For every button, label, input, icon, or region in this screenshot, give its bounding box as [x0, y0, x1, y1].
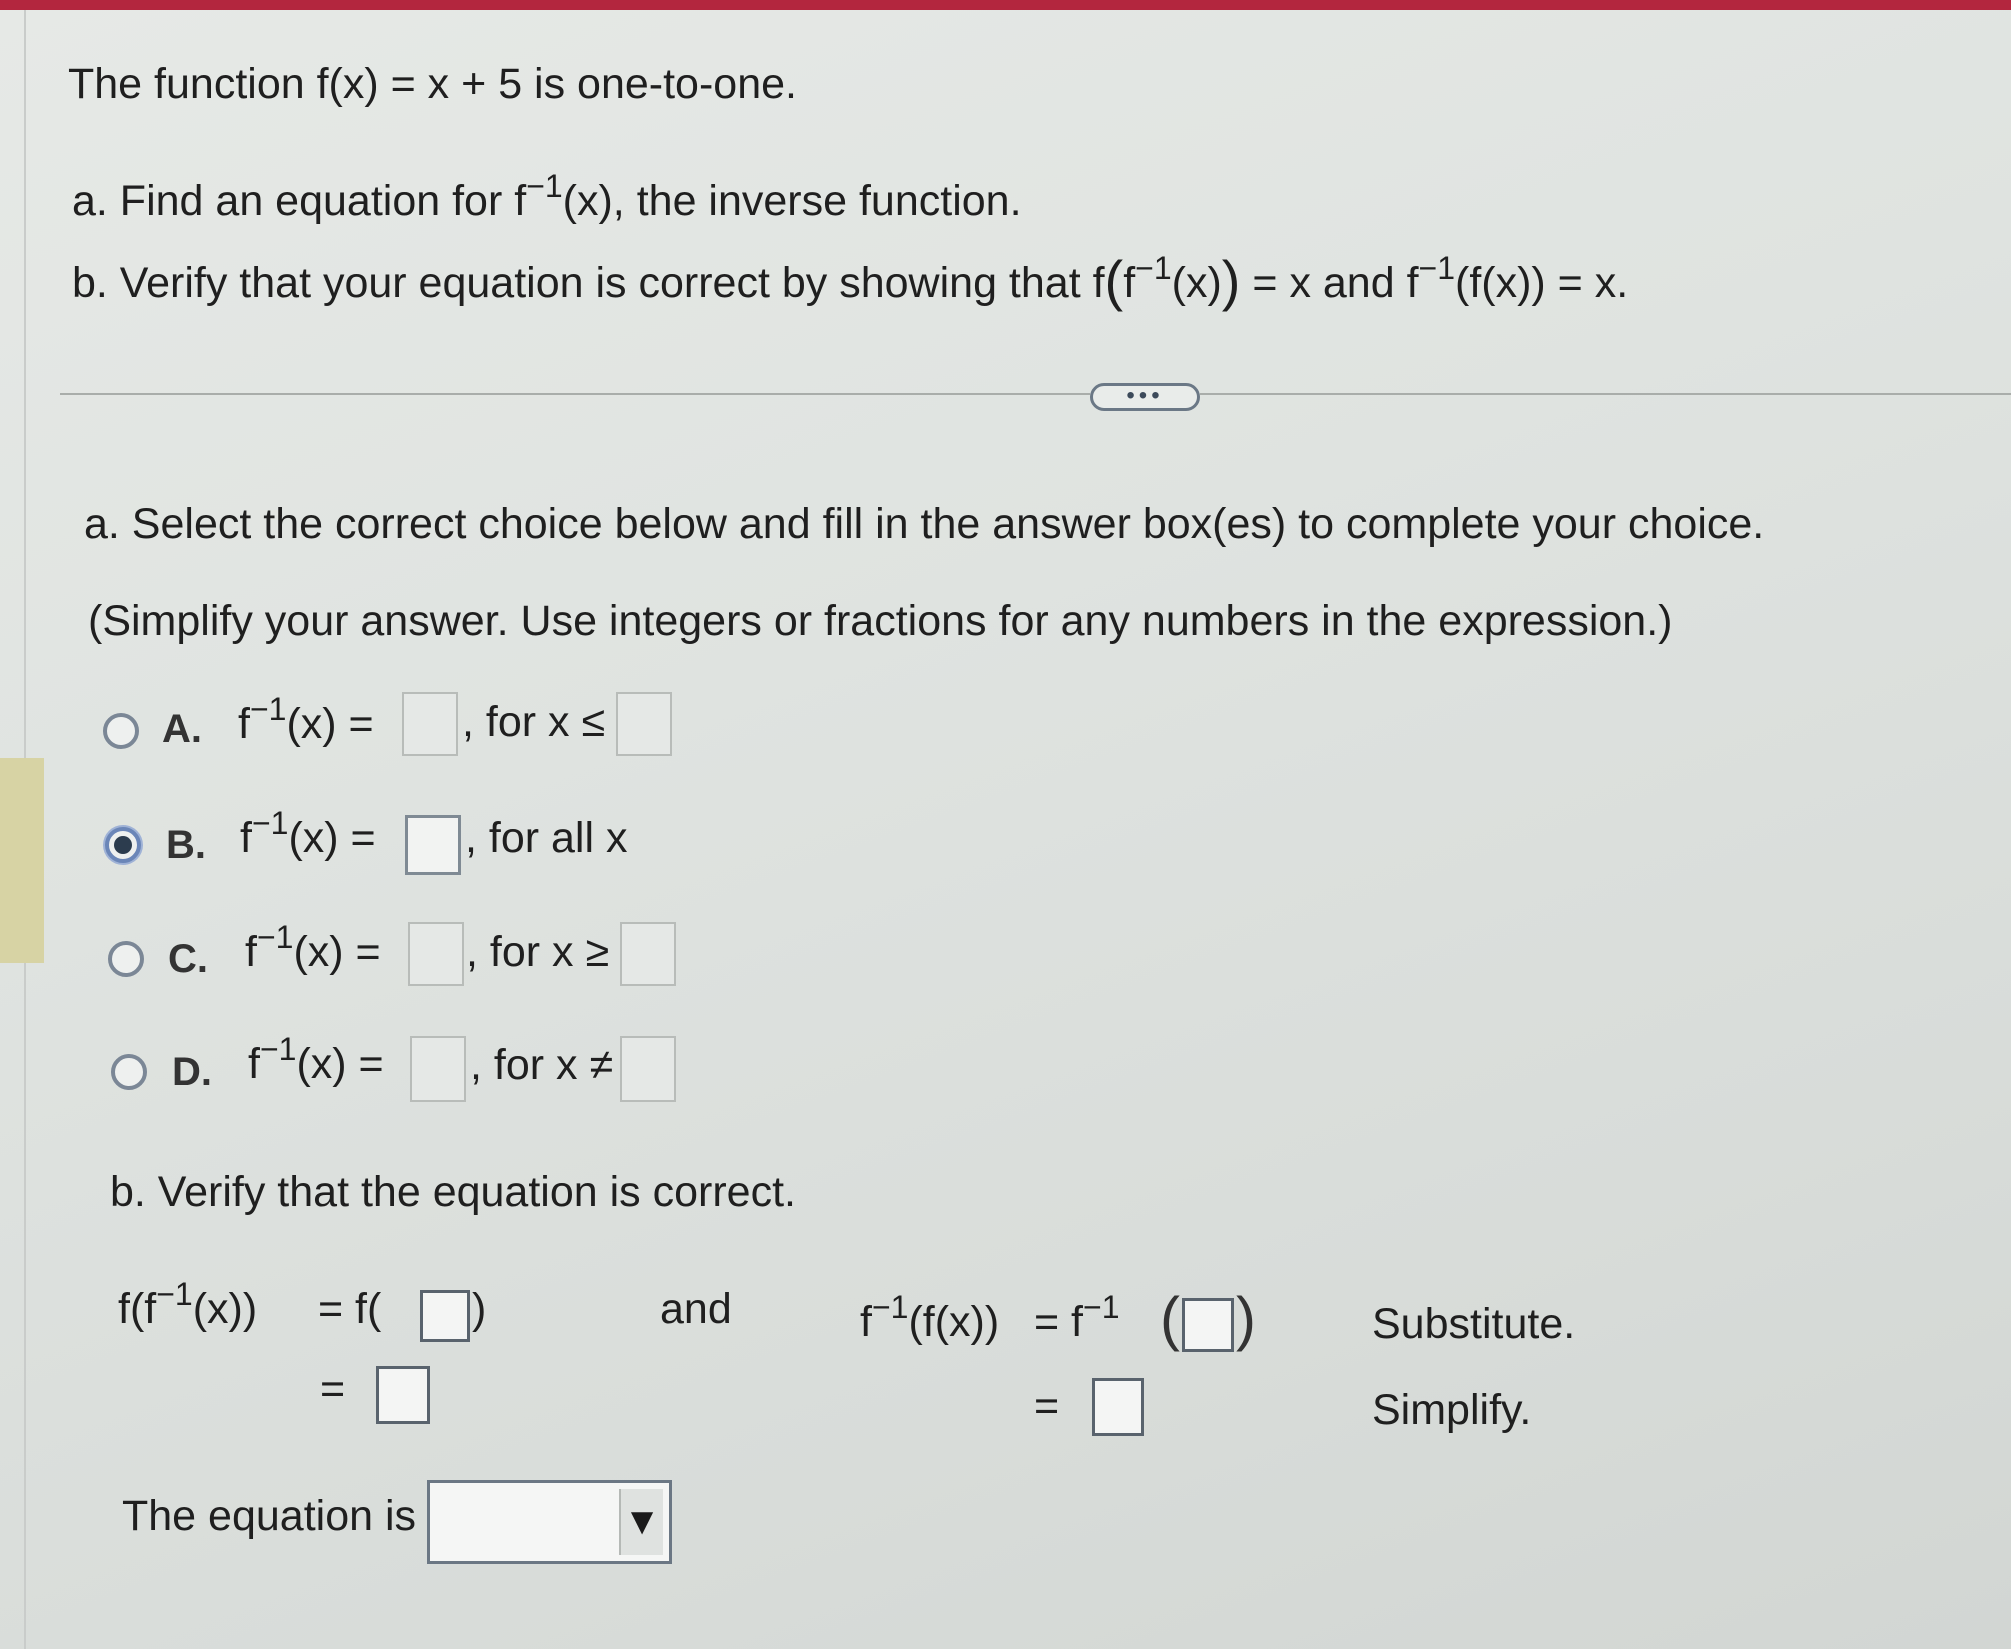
option-a-bound-box[interactable] [616, 692, 672, 756]
equation-correct-dropdown[interactable] [427, 1480, 672, 1564]
option-b-expression-box[interactable] [405, 815, 461, 875]
step-substitute-label: Substitute. [1372, 1300, 1576, 1348]
conclusion-label: The equation is [122, 1492, 417, 1540]
left-substitute-box[interactable] [420, 1290, 470, 1342]
left-composition: $f(f^{-1}(x))$ [118, 1276, 258, 1333]
left-equals-f: = f( [318, 1285, 382, 1333]
selection-highlight-band [0, 758, 44, 963]
option-d-bound-box[interactable] [620, 1036, 676, 1102]
option-a-expression: $f^{-1}(x)$ = [238, 691, 374, 748]
right-close-paren: ) [1236, 1285, 1256, 1352]
option-c-radio[interactable] [108, 941, 144, 977]
right-equals: = [1034, 1382, 1060, 1430]
option-b-radio[interactable] [105, 827, 141, 863]
question-intro: The function f(x) = x + 5 is one-to-one. [68, 60, 797, 108]
right-substitute-box[interactable] [1182, 1298, 1234, 1352]
option-c-letter: C. [168, 937, 208, 981]
option-c-bound-box[interactable] [620, 922, 676, 986]
divider-line [60, 393, 1090, 395]
left-simplify-box[interactable] [376, 1366, 430, 1424]
left-equals: = [320, 1365, 346, 1413]
right-simplify-box[interactable] [1092, 1378, 1144, 1436]
option-d-condition: , for x ≠ [470, 1041, 614, 1089]
option-c-expression-box[interactable] [408, 922, 464, 986]
chevron-down-icon[interactable]: ▼ [619, 1489, 663, 1555]
step-simplify-label: Simplify. [1372, 1386, 1532, 1434]
option-b-expression: $f^{-1}(x)$ = [240, 805, 376, 862]
question-part-b: b. Verify that your equation is correct by showing that $f(f^{-1}(x)) = x$ and $f^{-1}(f(x)) = x$. [72, 249, 1629, 312]
option-d-radio[interactable] [111, 1054, 147, 1090]
option-d-expression: $f^{-1}(x)$ = [248, 1031, 384, 1088]
part-a-hint: (Simplify your answer. Use integers or fractions for any numbers in the expression.) [88, 597, 1673, 645]
part-a-prompt: a. Select the correct choice below and fill in the answer box(es) to complete your choice. [84, 500, 1765, 548]
question-part-a: a. Find an equation for $f^{-1}(x)$, the inverse function. [72, 168, 1022, 225]
left-close-paren: ) [472, 1285, 487, 1333]
option-a-radio[interactable] [103, 713, 139, 749]
option-a-condition: , for x ≤ [462, 698, 606, 746]
option-a-letter: A. [162, 707, 202, 751]
option-d-expression-box[interactable] [410, 1036, 466, 1102]
option-a-expression-box[interactable] [402, 692, 458, 756]
option-b-condition: , for all x [465, 814, 628, 862]
part-b-prompt: b. Verify that the equation is correct. [110, 1168, 796, 1216]
and-label: and [660, 1285, 732, 1333]
right-open-paren: ( [1160, 1285, 1180, 1352]
option-c-condition: , for x ≥ [466, 928, 610, 976]
right-equals-finv: = $f^{-1}$ [1034, 1289, 1120, 1346]
right-composition: $f^{-1}(f(x))$ [860, 1289, 1000, 1346]
divider-line [1200, 393, 2011, 395]
more-button[interactable]: ••• [1090, 383, 1200, 411]
option-b-letter: B. [166, 823, 206, 867]
option-c-expression: $f^{-1}(x)$ = [245, 919, 381, 976]
option-d-letter: D. [172, 1050, 212, 1094]
top-accent-bar [0, 0, 2011, 10]
